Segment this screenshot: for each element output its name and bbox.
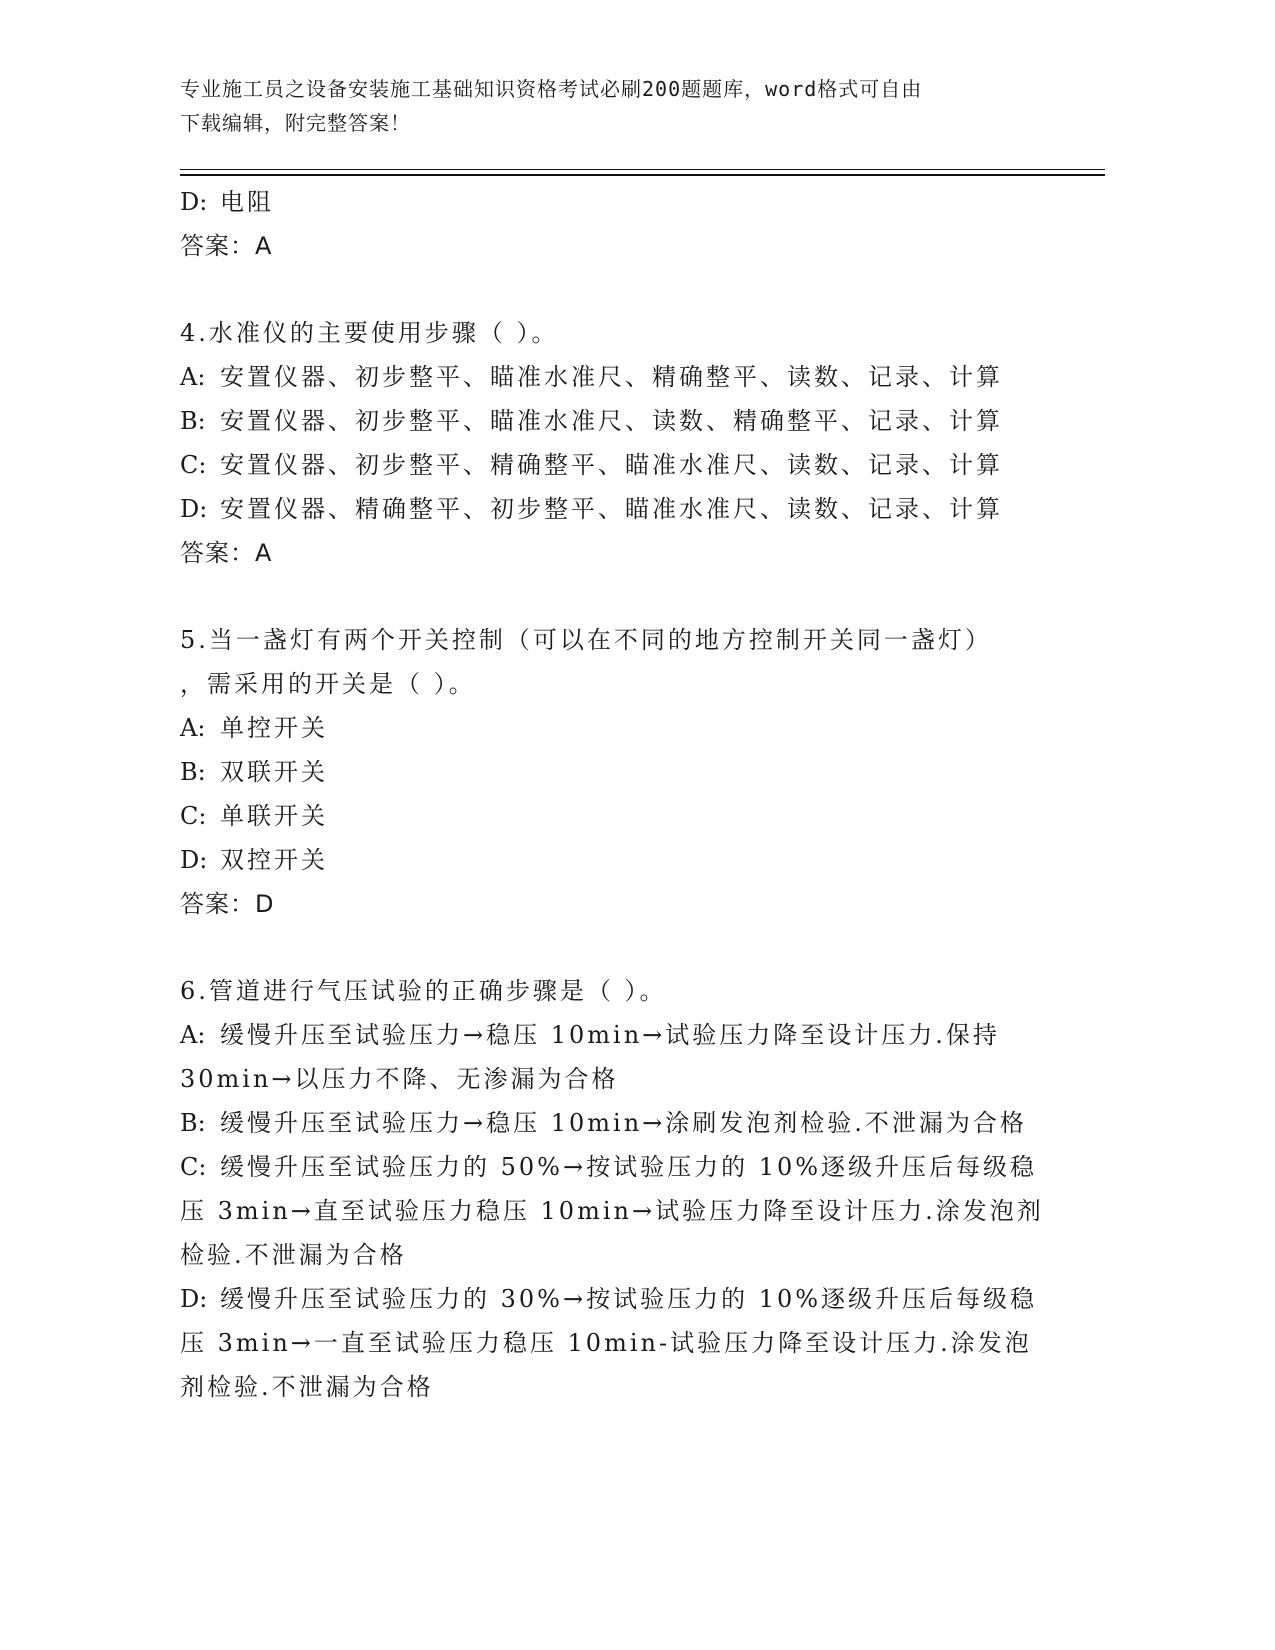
- q4-option-c: [180, 443, 1060, 487]
- option-text: 缓慢升压至试验压力→稳压 10min→试验压力降至设计压力.保持: [220, 1021, 1000, 1049]
- q6-option-a-line-2: 30min→以压力不降、无渗漏为合格: [180, 1065, 619, 1093]
- option-text: 缓慢升压至试验压力的 50%→按试验压力的 10%逐级升压后每级稳: [220, 1153, 1038, 1181]
- header-rule-thin: [180, 169, 1105, 170]
- q6-option-c-line-1: [180, 1145, 1060, 1189]
- option-text: 安置仪器、初步整平、瞄准水准尺、读数、精确整平、记录、计算: [220, 407, 1003, 435]
- q6-option-a-line-1: [180, 1013, 1060, 1057]
- q4-option-a: [180, 355, 1060, 399]
- header-line-2: 下载编辑，附完整答案！: [180, 111, 411, 135]
- header-rule-thick: [180, 174, 1105, 176]
- option-text: 单联开关: [220, 802, 328, 830]
- q4-answer: 答案：A: [180, 539, 273, 567]
- q4-option-d: [180, 487, 1060, 531]
- option-letter: C:: [180, 451, 207, 479]
- option-letter: C:: [180, 802, 207, 830]
- q6-option-d-line-3: 剂检验.不泄漏为合格: [180, 1373, 434, 1401]
- page-content: [180, 180, 1060, 1409]
- q6-option-c-line-3: 检验.不泄漏为合格: [180, 1241, 407, 1269]
- q6-option-d-line-2: 压 3min→一直至试验压力稳压 10min-试验压力降至设计压力.涂发泡: [180, 1329, 1032, 1357]
- option-letter: A:: [180, 363, 206, 391]
- q3-option-d: [180, 180, 1060, 224]
- q6-question: 6.管道进行气压试验的正确步骤是（ ）。: [180, 977, 667, 1005]
- option-text: 双控开关: [220, 846, 328, 874]
- q6-option-c-line-2: 压 3min→直至试验压力稳压 10min→试验压力降至设计压力.涂发泡剂: [180, 1197, 1044, 1225]
- option-letter: A:: [180, 714, 206, 742]
- q3-answer: 答案：A: [180, 232, 273, 260]
- option-text: 电阻: [220, 188, 274, 216]
- option-letter: D:: [180, 495, 208, 523]
- q5-option-c: [180, 794, 1060, 838]
- q5-option-a: [180, 706, 1060, 750]
- option-letter: A:: [180, 1021, 206, 1049]
- q5-answer: 答案：D: [180, 890, 275, 918]
- option-text: 安置仪器、初步整平、瞄准水准尺、精确整平、读数、记录、计算: [220, 363, 1003, 391]
- option-text: 单控开关: [220, 714, 328, 742]
- option-text: 缓慢升压至试验压力的 30%→按试验压力的 10%逐级升压后每级稳: [220, 1285, 1038, 1313]
- option-letter: B:: [180, 407, 206, 435]
- q6-option-d-line-1: [180, 1277, 1060, 1321]
- header-line-1: 专业施工员之设备安装施工基础知识资格考试必刷200题题库，word格式可自由: [180, 77, 923, 101]
- q5-question-line-2: ，需采用的开关是（ ）。: [180, 670, 476, 698]
- q4-option-b: [180, 399, 1060, 443]
- option-letter: B:: [180, 758, 206, 786]
- q5-question-line-1: 5.当一盏灯有两个开关控制（可以在不同的地方控制开关同一盏灯）: [180, 626, 992, 654]
- option-letter: B:: [180, 1109, 206, 1137]
- option-text: 安置仪器、精确整平、初步整平、瞄准水准尺、读数、记录、计算: [220, 495, 1003, 523]
- option-text: 缓慢升压至试验压力→稳压 10min→涂刷发泡剂检验.不泄漏为合格: [220, 1109, 1027, 1137]
- q5-option-b: [180, 750, 1060, 794]
- option-text: 安置仪器、初步整平、精确整平、瞄准水准尺、读数、记录、计算: [220, 451, 1003, 479]
- option-letter: C:: [180, 1153, 207, 1181]
- option-letter: D:: [180, 188, 208, 216]
- q5-option-d: [180, 838, 1060, 882]
- option-letter: D:: [180, 1285, 208, 1313]
- option-letter: D:: [180, 846, 208, 874]
- option-text: 双联开关: [220, 758, 328, 786]
- q4-question: 4.水准仪的主要使用步骤（ ）。: [180, 319, 559, 347]
- document-header: [180, 72, 1040, 140]
- q6-option-b-line-1: [180, 1101, 1060, 1145]
